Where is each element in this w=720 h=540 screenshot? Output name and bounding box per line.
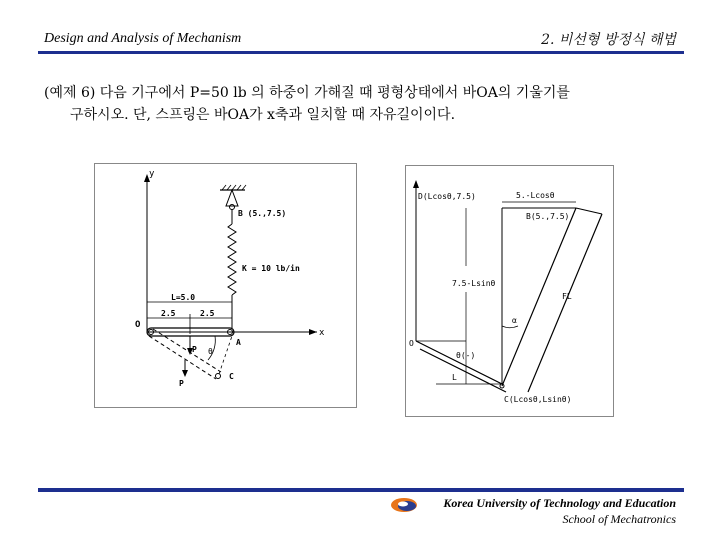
label-top-dim: 5.-Lcosθ (516, 191, 555, 200)
logo-white-shape (398, 502, 408, 507)
spring-top-cap (576, 208, 602, 214)
footer-divider (38, 488, 684, 492)
label-A: A (236, 338, 241, 347)
label-spring-constant: K = 10 lb/in (242, 264, 300, 273)
label-half-1: 2.5 (161, 309, 176, 318)
mechanism-figure (94, 163, 357, 408)
pin-C (216, 374, 221, 379)
geometry-drawing (406, 166, 613, 416)
header-right-title: 2. 비선형 방정식 해법 (541, 32, 676, 48)
label-O: O (409, 339, 414, 348)
university-logo-icon (389, 496, 419, 514)
pin-B (230, 205, 235, 210)
bar-displaced-upper (149, 336, 216, 379)
label-P1: P (192, 345, 197, 354)
label-half-2: 2.5 (200, 309, 215, 318)
top-support-hatch (222, 185, 246, 190)
geometry-figure (405, 165, 614, 417)
load-arrow-2-head (182, 370, 188, 377)
label-B: B (5.,7.5) (238, 209, 287, 218)
spring-coil (228, 224, 236, 295)
footer-school: School of Mechatronics (562, 512, 676, 526)
mechanism-drawing (95, 164, 356, 407)
label-L: L (452, 373, 457, 382)
problem-line-1: (예제 6) 다음 기구에서 P=50 lb 의 하중이 가해질 때 평형상태에서 바OA의 기울기를 (44, 85, 570, 101)
spring-displaced (219, 336, 232, 374)
header-left-title: Design and Analysis of Mechanism (44, 31, 242, 46)
left-axis-arrow (413, 180, 419, 188)
footer-university: Korea University of Technology and Education (443, 496, 676, 510)
x-axis-label: x (319, 328, 325, 338)
problem-statement (44, 82, 684, 126)
label-D: D(Lcosθ,7.5) (418, 192, 476, 201)
x-axis-arrow (309, 329, 317, 335)
label-C: C (229, 372, 234, 381)
label-P2: P (179, 379, 184, 388)
y-axis-label: y (149, 169, 155, 179)
label-B: B(5.,7.5) (526, 212, 570, 221)
label-L: L=5.0 (171, 293, 196, 302)
label-vertical-dim: 7.5-Lsinθ (452, 279, 496, 288)
header-divider (38, 51, 684, 54)
bar-OC (416, 341, 502, 384)
label-theta-neg: θ(-) (456, 351, 476, 360)
spring-line-outer (528, 214, 602, 392)
alpha-arc (502, 326, 518, 328)
label-alpha: α (512, 316, 517, 325)
label-FL: FL (562, 292, 572, 301)
label-O: O (135, 320, 141, 330)
problem-line-2: 구하시오. 단, 스프링은 바OA가 x축과 일치할 때 자유길이이다. (70, 107, 456, 123)
top-support-triangle (226, 190, 238, 206)
label-C: C(Lcosθ,Lsinθ) (504, 395, 572, 404)
label-theta: θ (208, 347, 213, 356)
